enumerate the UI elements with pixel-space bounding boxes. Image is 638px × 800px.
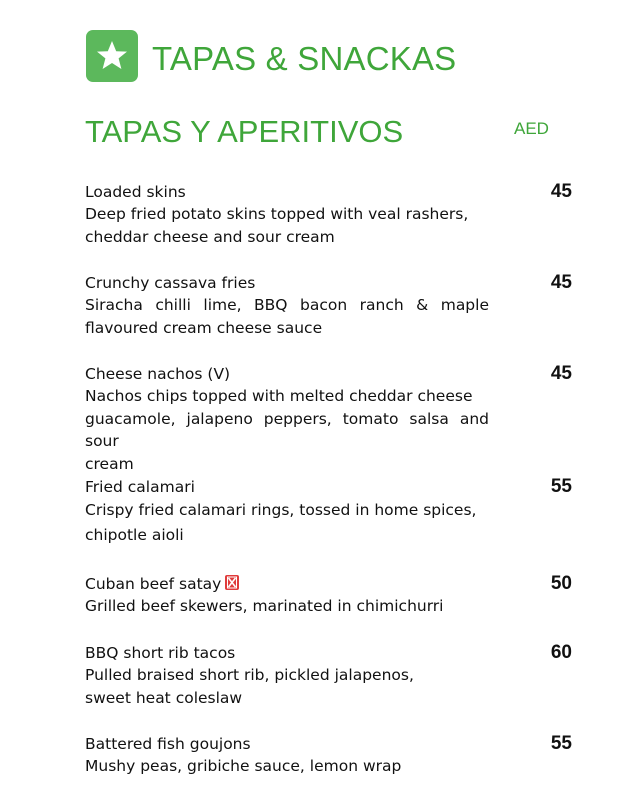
item-price: 55 <box>550 476 572 497</box>
item-description-line: flavoured cream cheese sauce <box>85 318 323 337</box>
item-price: 45 <box>550 272 572 293</box>
menu-item <box>85 733 572 778</box>
item-description <box>85 498 489 548</box>
item-description <box>85 755 489 778</box>
star-icon <box>94 38 130 74</box>
item-description <box>85 664 489 709</box>
item-price: 50 <box>550 573 572 594</box>
menu-item <box>85 476 572 548</box>
item-price: 45 <box>550 181 572 202</box>
item-description-line: sweet heat coleslaw <box>85 688 243 707</box>
item-description-line: guacamole, jalapeno peppers, tomato salsa and sour <box>85 409 489 450</box>
item-description <box>85 203 489 248</box>
menu-item <box>85 272 572 339</box>
dietary-marker-icon <box>225 575 239 590</box>
item-description-line: cheddar cheese and sour cream <box>85 227 335 246</box>
item-name: Cuban beef satay <box>85 575 222 593</box>
menu-item <box>85 642 572 709</box>
currency-label: AED <box>514 119 549 138</box>
item-name: Loaded skins <box>85 183 186 201</box>
item-description-line: Siracha chilli lime, BBQ bacon ranch & maple <box>85 296 489 314</box>
item-name: Crunchy cassava fries <box>85 274 256 292</box>
item-description <box>85 595 489 618</box>
menu-item <box>85 363 572 475</box>
item-description-line: Mushy peas, gribiche sauce, lemon wrap <box>85 757 402 775</box>
menu-item <box>85 181 572 248</box>
item-description-line: Grilled beef skewers, marinated in chimichurri <box>85 597 444 615</box>
item-name: Fried calamari <box>85 478 195 496</box>
menu-subtitle: TAPAS Y APERITIVOS <box>85 114 404 149</box>
item-description-line: Crispy fried calamari rings, tossed in home spices, <box>85 501 477 519</box>
item-name: BBQ short rib tacos <box>85 644 236 662</box>
item-description-line: cream <box>85 454 134 473</box>
item-price: 55 <box>550 733 572 754</box>
item-description <box>85 294 489 339</box>
item-description-line: chipotle aioli <box>85 526 184 544</box>
item-description-line: Nachos chips topped with melted cheddar cheese <box>85 387 473 405</box>
item-description-line: Deep fried potato skins topped with veal rashers, <box>85 205 469 223</box>
item-description-line: Pulled braised short rib, pickled jalapenos, <box>85 666 414 684</box>
star-logo-icon <box>86 30 138 82</box>
item-name: Cheese nachos (V) <box>85 365 231 383</box>
item-price: 60 <box>550 642 572 663</box>
item-name-row <box>85 573 565 595</box>
menu-item <box>85 573 572 618</box>
item-name: Battered fish goujons <box>85 735 251 753</box>
item-description <box>85 385 489 475</box>
item-price: 45 <box>550 363 572 384</box>
menu-title: TAPAS & SNACKAS <box>152 40 457 77</box>
